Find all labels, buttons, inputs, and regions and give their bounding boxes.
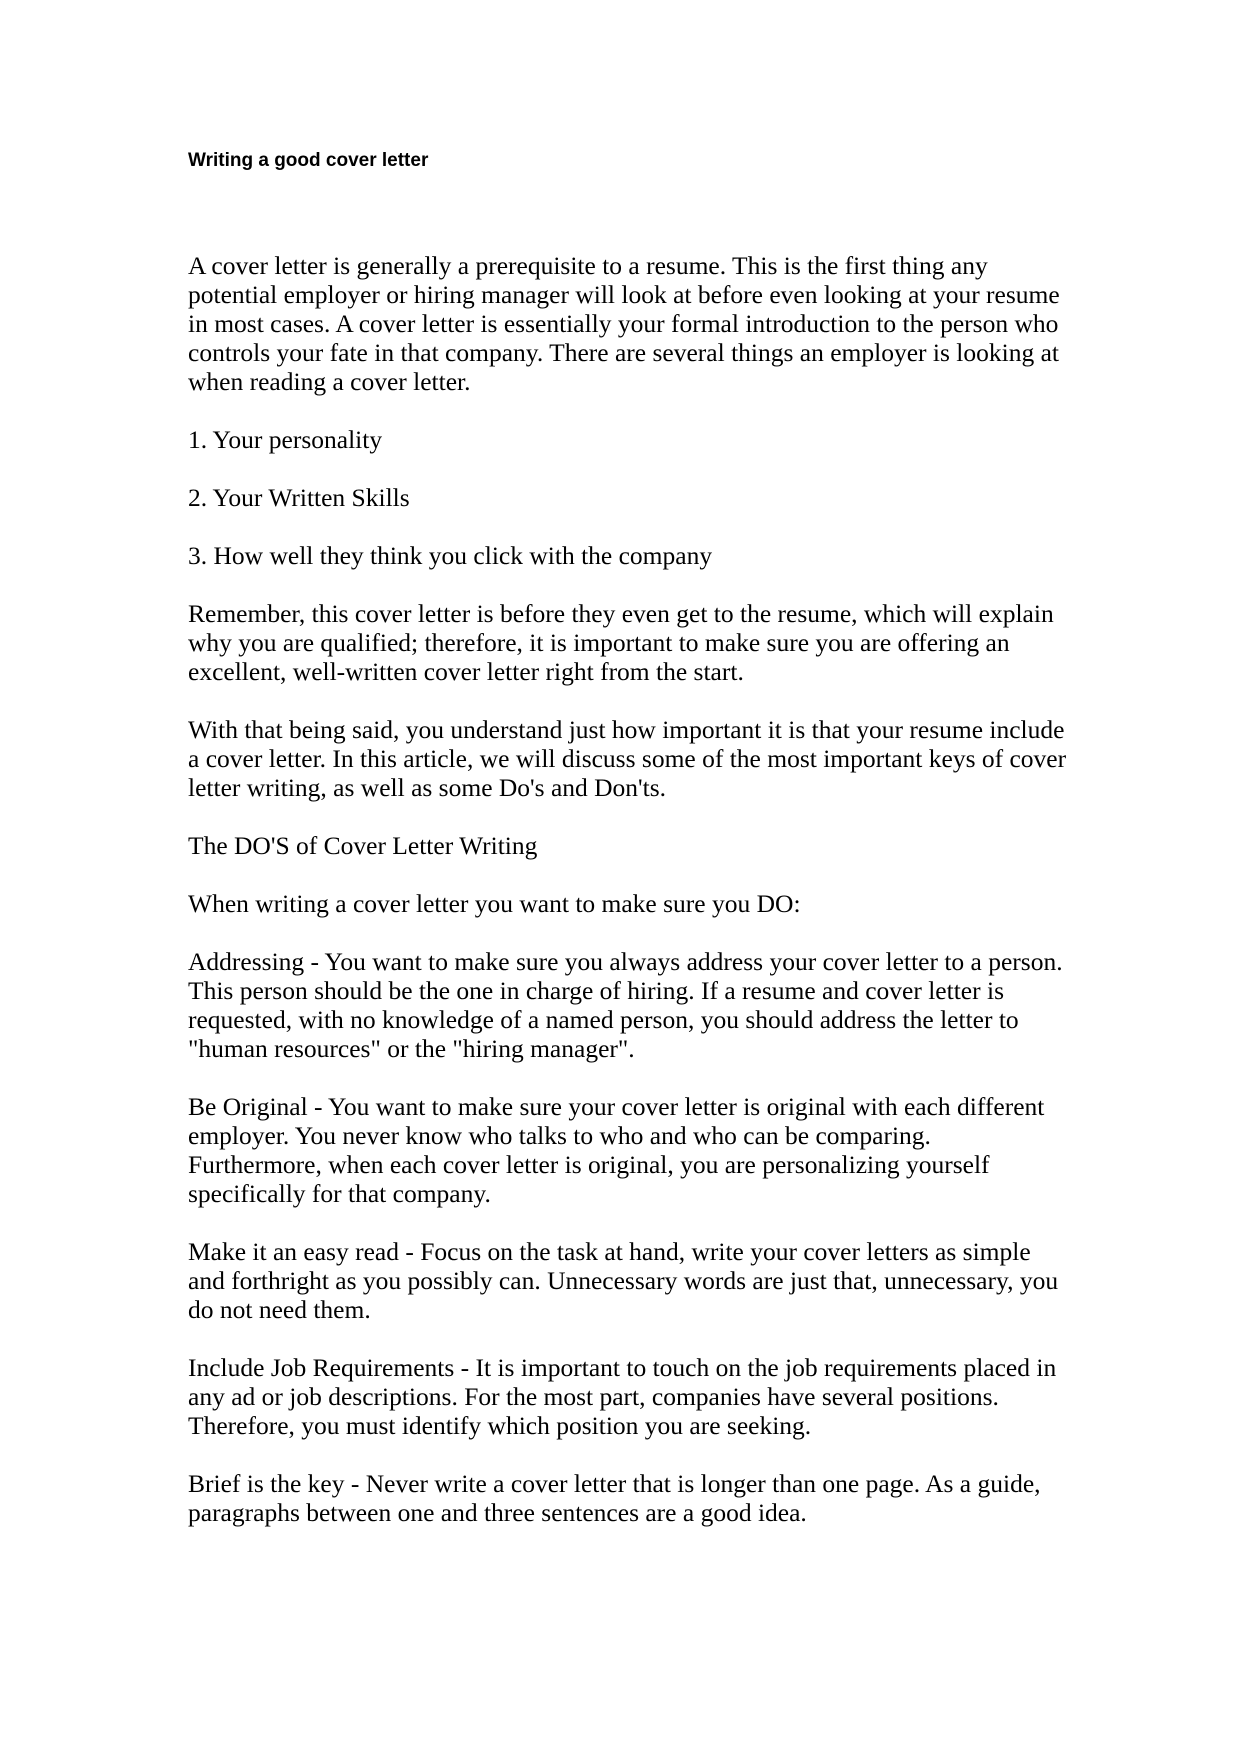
text-line: The DO'S of Cover Letter Writing [188, 831, 538, 860]
text-line: controls your fate in that company. There are several things an employer is looking at [188, 338, 1059, 367]
text-line: any ad or job descriptions. For the most part, companies have several positions. [188, 1382, 999, 1411]
text-line: Remember, this cover letter is before they even get to the resume, which will explain [188, 599, 1054, 628]
text-line: With that being said, you understand just how important it is that your resume include [188, 715, 1065, 744]
text-line: Furthermore, when each cover letter is original, you are personalizing yourself [188, 1150, 990, 1179]
text-line: a cover letter. In this article, we will discuss some of the most important keys of cover [188, 744, 1067, 773]
document-title: Writing a good cover letter [188, 150, 429, 171]
list-item-written-skills [188, 483, 1068, 512]
text-line: Therefore, you must identify which position you are seeking. [188, 1411, 812, 1440]
text-line: requested, with no knowledge of a named person, you should address the letter to [188, 1005, 1019, 1034]
text-line: do not need them. [188, 1295, 371, 1324]
dos-intro-paragraph [188, 889, 1068, 918]
be-original-paragraph [188, 1092, 1068, 1208]
text-line: paragraphs between one and three sentences are a good idea. [188, 1498, 807, 1527]
article-intro-paragraph [188, 715, 1068, 802]
dos-heading [188, 831, 1068, 860]
brief-paragraph [188, 1469, 1068, 1527]
text-line: when reading a cover letter. [188, 367, 471, 396]
text-line: 3. How well they think you click with the company [188, 541, 713, 570]
text-line: 2. Your Written Skills [188, 483, 410, 512]
text-line: Make it an easy read - Focus on the task at hand, write your cover letters as simple [188, 1237, 1031, 1266]
text-line: Addressing - You want to make sure you always address your cover letter to a person. [188, 947, 1063, 976]
text-line: Include Job Requirements - It is important to touch on the job requirements placed in [188, 1353, 1057, 1382]
text-line: A cover letter is generally a prerequisite to a resume. This is the first thing any [188, 251, 988, 280]
list-item-personality [188, 425, 1068, 454]
text-line: Be Original - You want to make sure your cover letter is original with each different [188, 1092, 1045, 1121]
text-line: 1. Your personality [188, 425, 383, 454]
text-line: When writing a cover letter you want to make sure you DO: [188, 889, 801, 918]
text-line: excellent, well-written cover letter right from the start. [188, 657, 744, 686]
text-line: letter writing, as well as some Do's and Don'ts. [188, 773, 667, 802]
list-item-click-with-company [188, 541, 1068, 570]
text-line: "human resources" or the "hiring manager". [188, 1034, 635, 1063]
intro-paragraph [188, 251, 1068, 396]
text-line: why you are qualified; therefore, it is important to make sure you are offering an [188, 628, 1010, 657]
job-requirements-paragraph [188, 1353, 1068, 1440]
document-body [188, 251, 1068, 1556]
text-line: This person should be the one in charge of hiring. If a resume and cover letter is [188, 976, 1004, 1005]
text-line: employer. You never know who talks to who and who can be comparing. [188, 1121, 931, 1150]
addressing-paragraph [188, 947, 1068, 1063]
text-line: and forthright as you possibly can. Unnecessary words are just that, unnecessary, you [188, 1266, 1059, 1295]
text-line: potential employer or hiring manager will look at before even looking at your resume [188, 280, 1060, 309]
remember-paragraph [188, 599, 1068, 686]
easy-read-paragraph [188, 1237, 1068, 1324]
text-line: in most cases. A cover letter is essentially your formal introduction to the person who [188, 309, 1059, 338]
text-line: Brief is the key - Never write a cover letter that is longer than one page. As a guide, [188, 1469, 1041, 1498]
text-line: specifically for that company. [188, 1179, 491, 1208]
